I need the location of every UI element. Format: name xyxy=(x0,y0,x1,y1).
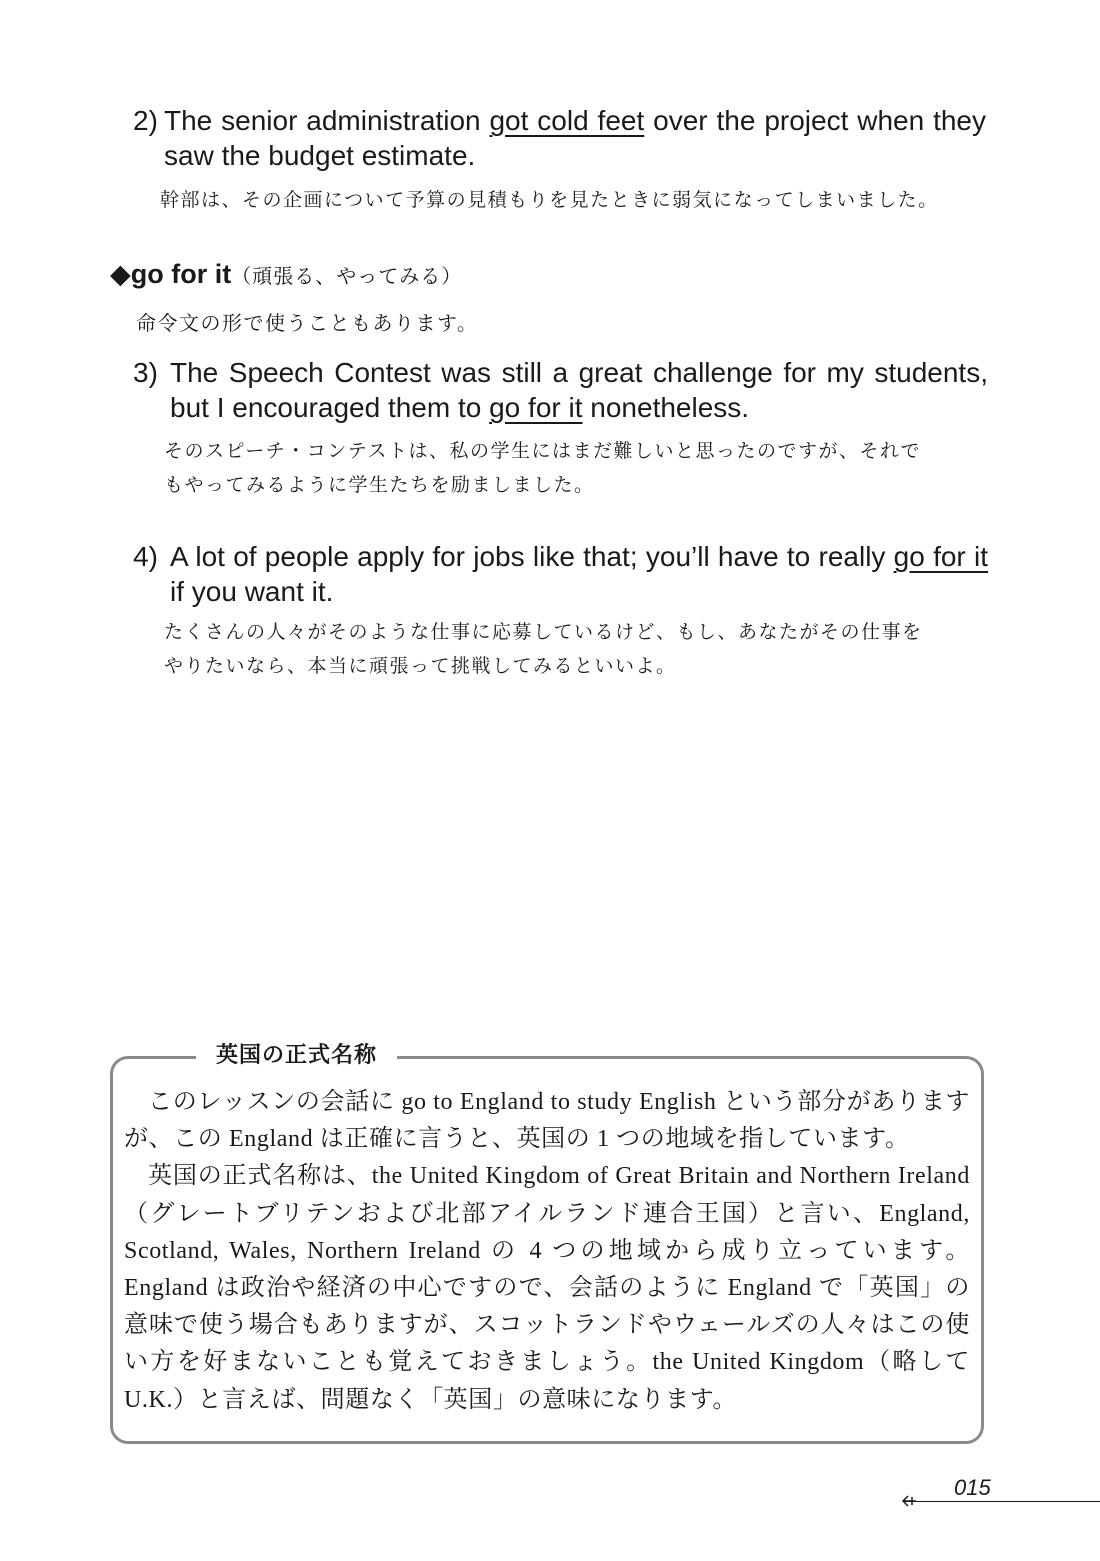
column-paragraph-1: このレッスンの会話に go to England to study English という部分がありますが、この England は正確に言うと、英国の 1 つの地域を指しています。 xyxy=(124,1089,970,1153)
arrow-left-icon xyxy=(900,1491,918,1516)
example-3-translation-line-2: もやってみるように学生たちを励ましました。 xyxy=(164,474,595,496)
example-4-translation-line-1: たくさんの人々がそのような仕事に応募しているけど、もし、あなたがその仕事を xyxy=(164,621,923,643)
idiom-gloss: （頑張る、やってみる） xyxy=(231,264,463,288)
example-4-sentence xyxy=(170,539,988,609)
idiom-usage-note: 命令文の形で使うこともあります。 xyxy=(136,311,479,335)
example-4-text-before: A lot of people apply for jobs like that; you’ll have to really xyxy=(170,541,894,572)
diamond-bullet-icon: ◆ xyxy=(110,259,131,289)
example-2-idiom: got cold feet xyxy=(489,105,645,136)
example-2-translation: 幹部は、その企画について予算の見積もりを見たときに弱気になってしまいました。 xyxy=(160,189,939,211)
example-3-translation-line-1: そのスピーチ・コンテストは、私の学生にはまだ難しいと思ったのですが、それで xyxy=(164,440,921,462)
example-3-number: 3) xyxy=(133,357,158,388)
example-2-text-before: The senior administration xyxy=(164,105,490,136)
column-body xyxy=(124,1084,970,1419)
example-3-idiom: go for it xyxy=(489,392,583,423)
idiom-phrase: go for it xyxy=(130,259,232,289)
idiom-heading xyxy=(110,256,462,294)
example-2-number: 2) xyxy=(133,105,158,136)
example-3-sentence xyxy=(170,355,988,425)
example-4-text-after: if you want it. xyxy=(170,576,334,607)
page-number: 015 xyxy=(954,1475,991,1500)
example-4-number: 4) xyxy=(133,541,158,572)
example-4-translation-line-2: やりたいなら、本当に頑張って挑戦してみるといいよ。 xyxy=(164,655,677,677)
example-3-text-after: nonetheless. xyxy=(582,392,750,423)
example-3-text-before: The Speech Contest was still a great challenge for my students, but I encouraged them to xyxy=(170,357,988,423)
example-2-text-after: over the project when they saw the budget estimate. xyxy=(164,105,986,171)
example-4-idiom: go for it xyxy=(893,541,988,572)
page-number-rule xyxy=(904,1501,1100,1502)
column-paragraph-2: 英国の正式名称は、the United Kingdom of Great Britain and Northern Ireland（グレートブリテンおよび北部アイルランド連合王国）と言い、England, Scotland, Wales, Northern Ireland の 4 つの地域から成り立っています。England は政治や経済の中心ですので、会話のように England で「英国」の意味で使う場合もありますが、スコットランドやウェールズの人々はこの使い方を好まないことも覚えておきましょう。the United Kingdom（略して U.K.）と言えば、問題なく「英国」の意味になります。 xyxy=(124,1163,970,1413)
example-2-sentence xyxy=(164,103,986,173)
column-title: 英国の正式名称 xyxy=(196,1038,397,1074)
